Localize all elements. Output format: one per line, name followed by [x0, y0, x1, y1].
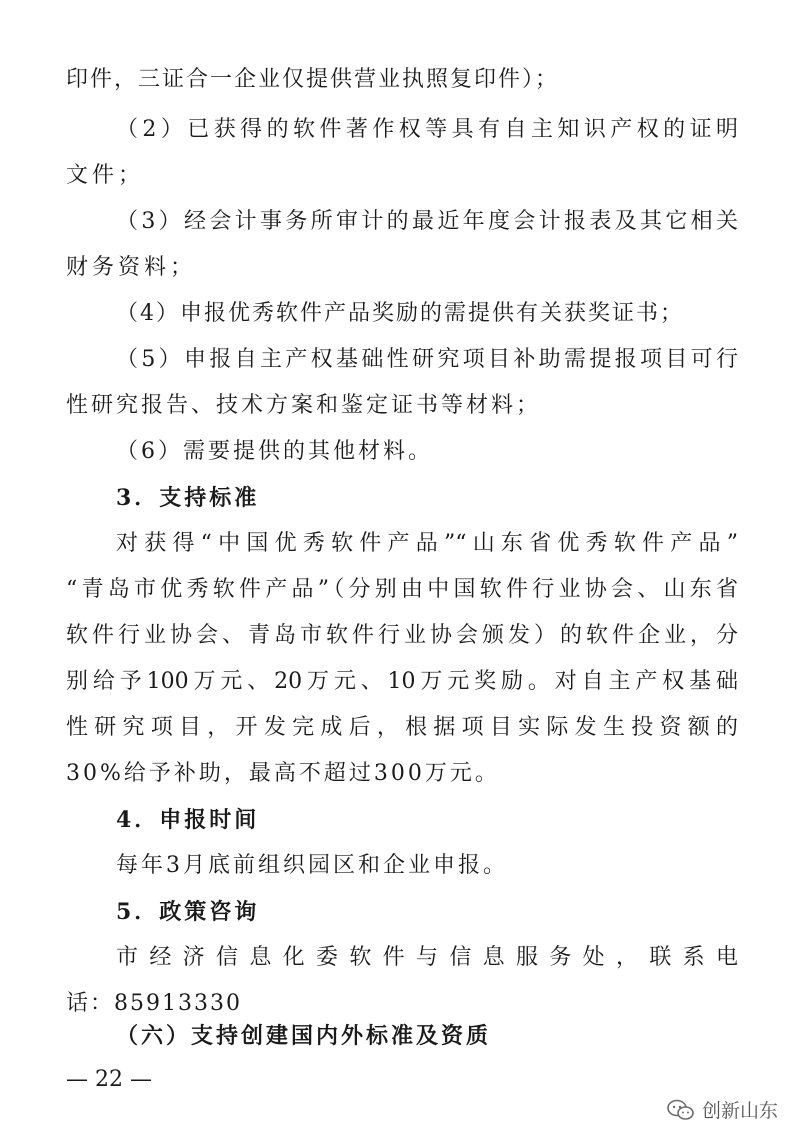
text-line-15: 性研究项目，开发完成后，根据项目实际发生投资额的 [66, 715, 738, 740]
section-heading-4: 4．申报时间 [116, 807, 260, 833]
text-line-7: （5）申报自主产权基础性研究项目补助需提报项目可行 [116, 347, 738, 372]
text-line-1: 印件，三证合一企业仅提供营业执照复印件）； [66, 67, 560, 92]
text-line-12: “青岛市优秀软件产品”（分别由中国软件行业协会、山东省 [66, 577, 738, 602]
text-line-13: 软件行业协会、青岛市软件行业协会颁发）的软件企业，分 [66, 623, 738, 648]
text-line-6: （4）申报优秀软件产品奖励的需提供有关获奖证书； [116, 301, 684, 326]
text-line-11: 对获得“中国优秀软件产品”“山东省优秀软件产品” [116, 531, 738, 556]
text-line-8: 性研究报告、技术方案和鉴定证书等材料； [66, 393, 542, 418]
text-line-4: （3）经会计事务所审计的最近年度会计报表及其它相关 [116, 209, 738, 234]
section-heading-5: 5．政策咨询 [116, 899, 260, 925]
section-heading-3: 3．支持标准 [116, 485, 260, 511]
text-line-2: （2）已获得的软件著作权等具有自主知识产权的证明 [116, 117, 738, 142]
text-line-3: 文件； [66, 163, 145, 188]
wechat-icon [666, 1098, 696, 1122]
text-line-21: 话：85913330 [66, 991, 242, 1016]
text-line-5: 财务资料； [66, 255, 197, 280]
text-line-18: 每年3月底前组织园区和企业申报。 [116, 853, 508, 878]
text-line-14: 别给予100万元、20万元、10万元奖励。对自主产权基础 [66, 669, 738, 694]
text-line-20: 市经济信息化委软件与信息服务处，联系电 [116, 945, 738, 970]
text-line-9: （6）需要提供的其他材料。 [116, 439, 433, 464]
page-number: — 22 — [66, 1067, 152, 1092]
watermark-text: 创新山东 [701, 1100, 778, 1122]
text-line-16: 30%给予补助，最高不超过300万元。 [66, 761, 500, 786]
watermark [666, 1096, 778, 1123]
section-heading-6: （六）支持创建国内外标准及资质 [116, 1023, 492, 1049]
